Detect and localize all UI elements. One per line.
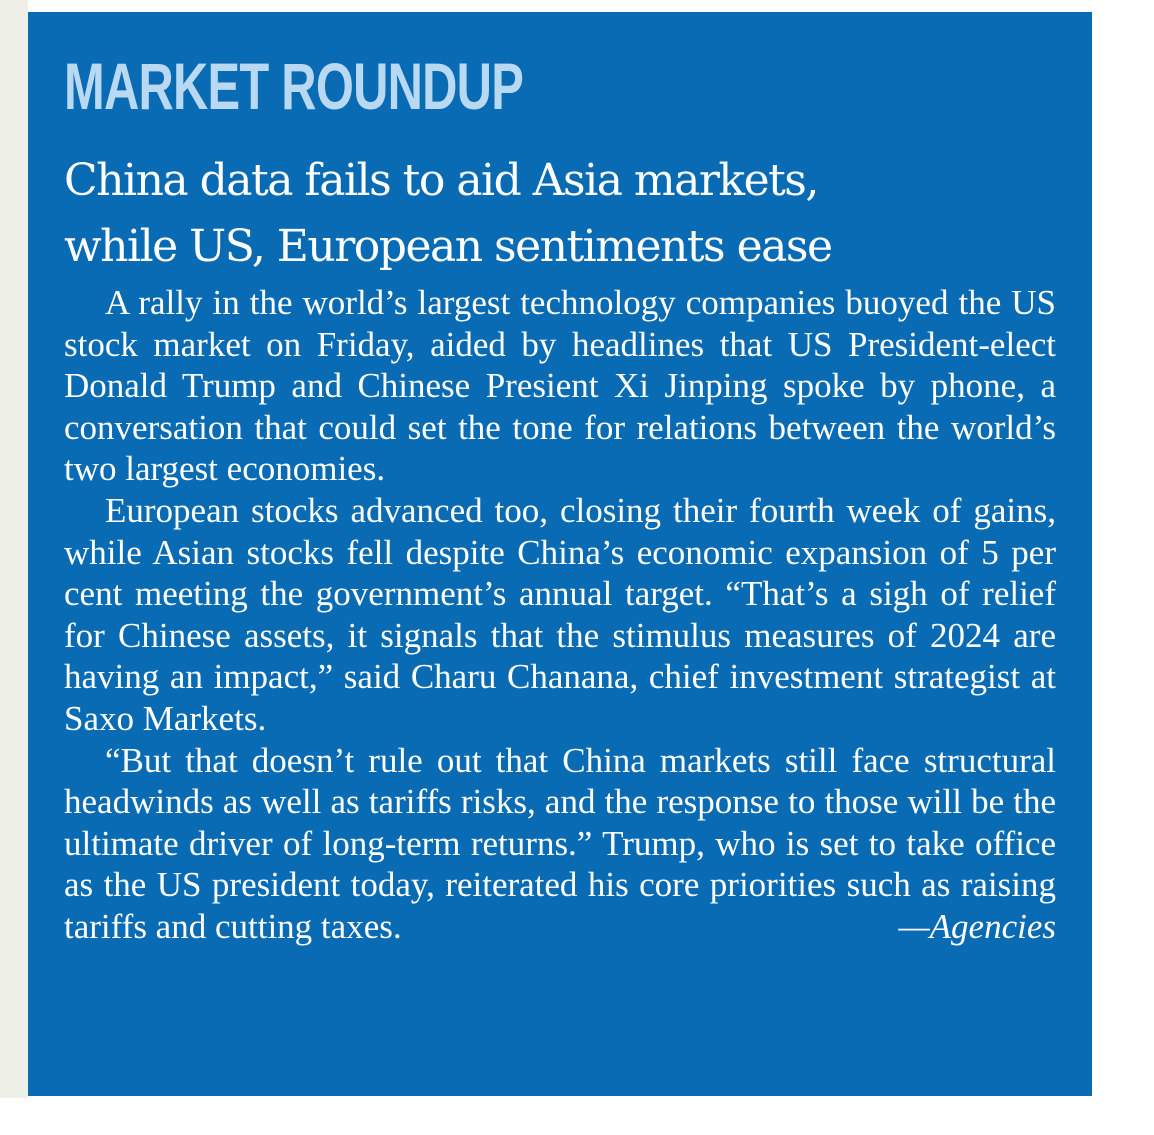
article-paragraph-3-text: “But that doesn’t rule out that China markets still face structural headwinds as well as tariffs risks, and the response to those will be the ultimate driver of long-term returns.” Trump, who is set to take office as the US president today, reiterated his core priorities such as raising tariffs and cutting taxes. <box>64 740 1056 946</box>
market-roundup-box <box>28 12 1092 1096</box>
article-paragraph-3 <box>64 740 1056 948</box>
article-paragraph-1: A rally in the world’s largest technology companies buoyed the US stock market on Friday, aided by headlines that US President-elect Donald Trump and Chinese Presient Xi Jinping spoke by phone, a conversation that could set the tone for relations between the world’s two largest economies. <box>64 283 1056 489</box>
article-paragraph-2: European stocks advanced too, closing their fourth week of gains, while Asian stocks fell despite China’s economic expansion of 5 per cent meeting the government’s annual target. “That’s a sigh of relief for Chinese assets, it signals that the stimulus measures of 2024 are having an impact,” said Charu Chanana, chief investment strategist at Saxo Markets. <box>64 490 1056 738</box>
article-byline: —Agencies <box>898 906 1056 946</box>
headline-line-1: China data fails to aid Asia markets, <box>64 155 818 206</box>
headline-line-2: while US, European sentiments ease <box>64 221 832 272</box>
page-margin-strip <box>0 0 28 1098</box>
article-body <box>64 282 1056 948</box>
section-kicker: MARKET ROUNDUP <box>64 49 524 123</box>
article-headline <box>64 148 1064 280</box>
